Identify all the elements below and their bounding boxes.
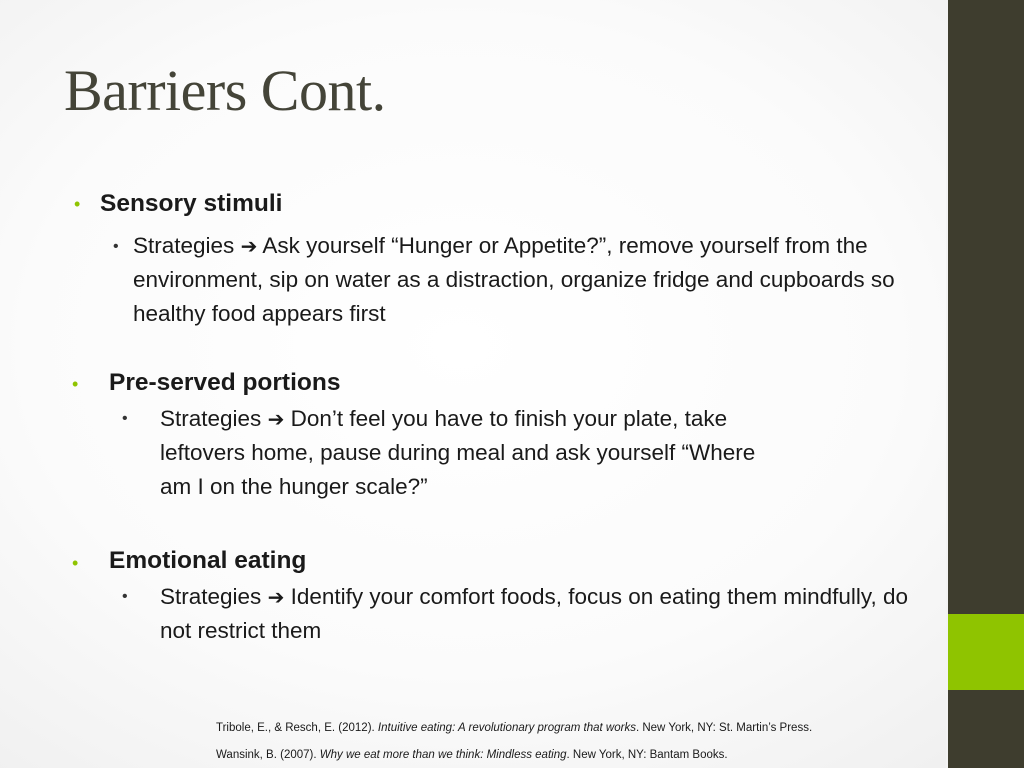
arrow-right-icon: ➔ — [267, 585, 285, 609]
bullet-icon: • — [74, 194, 81, 214]
slide-title: Barriers Cont. — [64, 58, 386, 123]
strategy-text: Don’t feel you have to finish your plate, take leftovers home, pause during meal and ask yourself “Where am I on the hunger scale?” — [160, 406, 756, 499]
section-strategy-sensory — [133, 229, 913, 331]
section-strategy-portions — [160, 402, 760, 504]
side-accent-block — [948, 614, 1024, 690]
strategy-text: Identify your comfort foods, focus on eating them mindfully, do not restrict them — [160, 584, 909, 643]
strategy-label: Strategies — [160, 584, 262, 609]
strategy-label: Strategies — [160, 406, 262, 431]
reference-tribole: Tribole, E., & Resch, E. (2012). Intuitive eating: A revolutionary program that works. New York, NY: St. Martin’s Press. — [216, 722, 813, 734]
bullet-icon: • — [122, 588, 128, 605]
section-strategy-emotional — [160, 580, 920, 648]
arrow-right-icon: ➔ — [240, 234, 258, 258]
arrow-right-icon: ➔ — [267, 407, 285, 431]
section-heading-emotional: Emotional eating — [109, 547, 307, 574]
strategy-text: Ask yourself “Hunger or Appetite?”, remove yourself from the environment, sip on water as a distraction, organize fridge and cupboards so healthy food appears first — [133, 233, 895, 326]
strategy-label: Strategies — [133, 233, 235, 258]
bullet-icon: • — [113, 238, 119, 255]
bullet-icon: • — [122, 410, 128, 427]
section-heading-portions: Pre-served portions — [109, 369, 341, 396]
bullet-icon: • — [72, 553, 79, 573]
bullet-icon: • — [72, 374, 79, 394]
section-heading-sensory: Sensory stimuli — [100, 190, 283, 217]
reference-wansink: Wansink, B. (2007). Why we eat more than we think: Mindless eating. New York, NY: Bantam Books. — [216, 749, 728, 761]
